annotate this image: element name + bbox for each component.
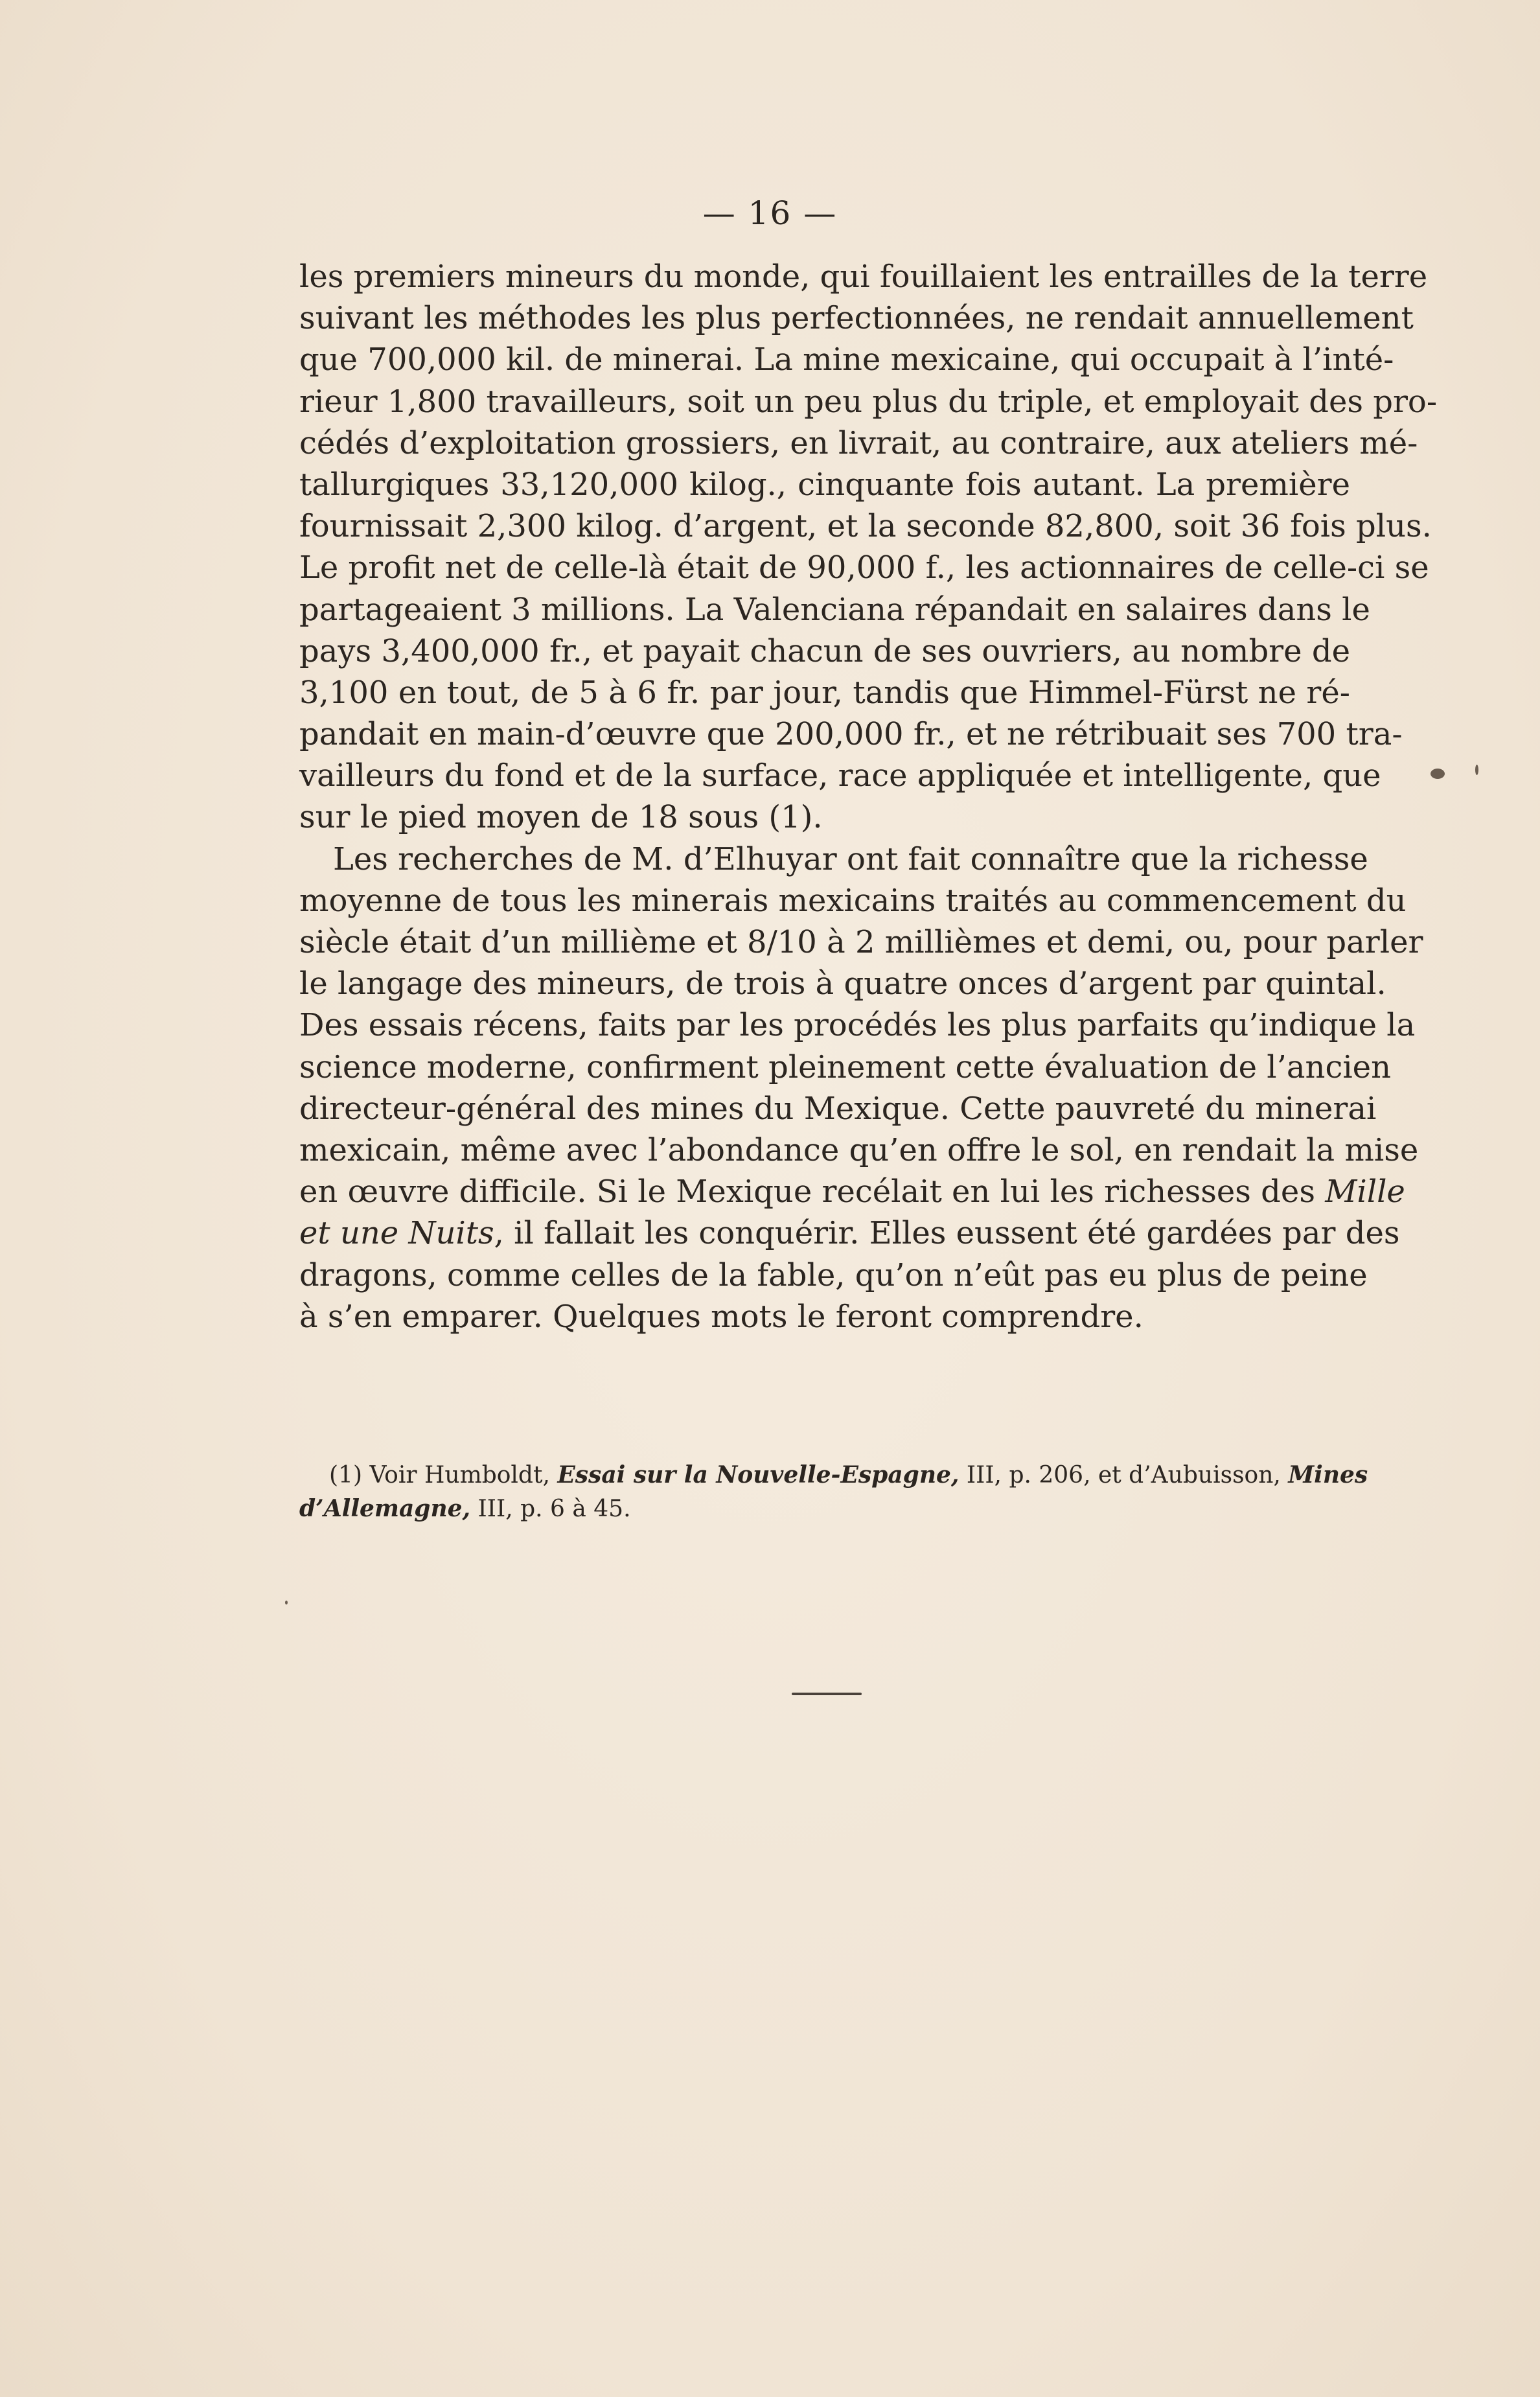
footnote	[299, 1458, 1368, 1525]
text-line: 3,100 en tout, de 5 à 6 fr. par jour, tandis que Himmel-Fürst ne ré-	[299, 674, 1350, 711]
footnote-title: Essai sur la Nouvelle-Espagne,	[557, 1461, 960, 1488]
text-line	[299, 1171, 1405, 1212]
footnote-text: III, p. 6 à 45.	[477, 1496, 631, 1522]
text-line: Des essais récens, faits par les procédés les plus parfaits qu’indique la	[299, 1007, 1416, 1044]
text-line: pays 3,400,000 fr., et payait chacun de ses ouvriers, au nombre de	[299, 632, 1350, 669]
text-line: suivant les méthodes les plus perfectionnées, ne rendait annuellement	[299, 300, 1414, 337]
text-line: directeur-général des mines du Mexique. Cette pauvreté du minerai	[299, 1090, 1377, 1127]
footnote-text: Voir Humboldt,	[369, 1462, 550, 1488]
text-line: rieur 1,800 travailleurs, soit un peu plus du triple, et employait des pro-	[299, 383, 1438, 420]
footnote-marker: (1)	[329, 1462, 362, 1488]
ink-speck	[1431, 769, 1445, 779]
text-line: siècle était d’un millième et 8/10 à 2 millièmes et demi, ou, pour parler	[299, 924, 1423, 960]
text-line: que 700,000 kil. de minerai. La mine mexicaine, qui occupait à l’inté-	[299, 342, 1394, 378]
text-line: les premiers mineurs du monde, qui fouillaient les entrailles de la terre	[299, 259, 1428, 295]
footnote-text: III, p. 206, et d’Aubuisson,	[966, 1462, 1281, 1488]
text-segment: en œuvre difficile. Si le Mexique recélait en lui les richesses des	[299, 1174, 1315, 1210]
text-line: Le profit net de celle-là était de 90,000 f., les actionnaires de celle-ci se	[299, 550, 1429, 586]
body-text	[299, 256, 1438, 1337]
italic-title: Mille	[1325, 1174, 1405, 1210]
text-line: le langage des mineurs, de trois à quatre onces d’argent par quintal.	[299, 966, 1386, 1002]
text-line: fournissait 2,300 kilog. d’argent, et la seconde 82,800, soit 36 fois plus.	[299, 508, 1432, 545]
footnote-line	[299, 1492, 1350, 1525]
text-line: vailleurs du fond et de la surface, race appliquée et intelligente, que	[299, 758, 1381, 794]
text-line: mexicain, même avec l’abondance qu’en offre le sol, en rendait la mise	[299, 1131, 1419, 1168]
footnote-title: Mines	[1288, 1461, 1368, 1488]
footnote-line	[299, 1458, 1368, 1492]
text-line: pandait en main-d’œuvre que 200,000 fr., et ne rétribuait ses 700 tra-	[299, 716, 1403, 753]
text-line: science moderne, confirment pleinement cette évaluation de l’ancien	[299, 1048, 1391, 1085]
ink-speck	[1475, 765, 1478, 775]
text-line: à s’en emparer. Quelques mots le feront comprendre.	[299, 1298, 1144, 1335]
text-segment: , il fallait les conquérir. Elles eussent été gardées par des	[494, 1215, 1400, 1252]
text-line: Les recherches de M. d’Elhuyar ont fait connaître que la richesse	[333, 840, 1368, 877]
text-line: tallurgiques 33,120,000 kilog., cinquante fois autant. La première	[299, 466, 1350, 503]
footnote-title: d’Allemagne,	[299, 1495, 471, 1522]
ink-speck	[285, 1601, 288, 1604]
text-line: sur le pied moyen de 18 sous (1).	[299, 799, 823, 836]
text-line: cédés d’exploitation grossiers, en livrait, au contraire, aux ateliers mé-	[299, 424, 1418, 461]
text-line: moyenne de tous les minerais mexicains traités au commencement du	[299, 882, 1407, 919]
italic-title: et une Nuits	[299, 1215, 494, 1252]
text-line: dragons, comme celles de la fable, qu’on n’eût pas eu plus de peine	[299, 1256, 1368, 1293]
text-line: partageaient 3 millions. La Valenciana répandait en salaires dans le	[299, 591, 1370, 628]
page-number: — 16 —	[702, 194, 838, 232]
end-rule	[792, 1693, 862, 1695]
text-line	[299, 1212, 1400, 1254]
